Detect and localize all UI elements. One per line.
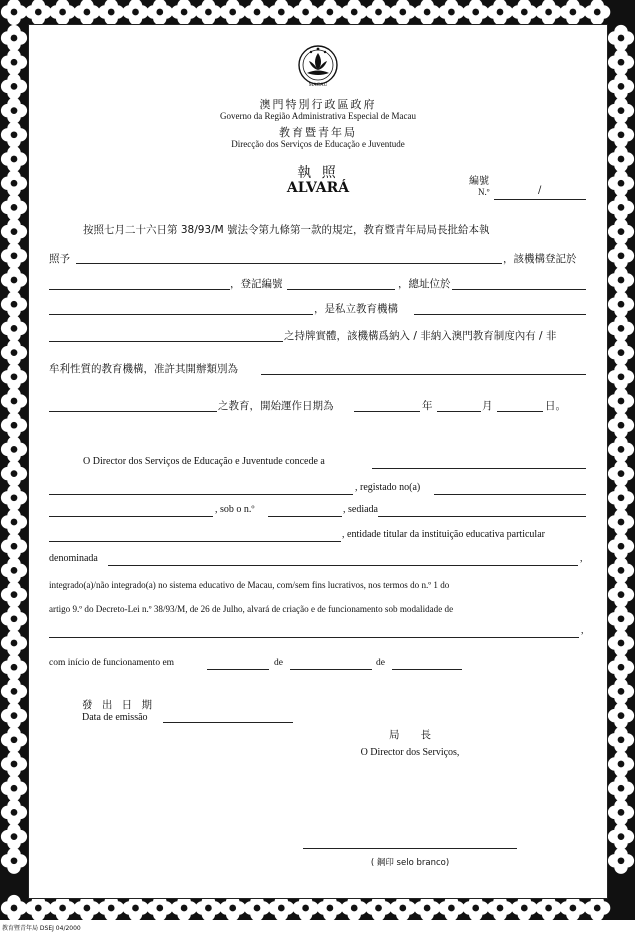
issue-date-field [163, 722, 293, 723]
government-name-pt: Governo da Região Administrativa Especial de Macau [220, 111, 416, 121]
number-field [494, 199, 586, 200]
registry-field-zh [49, 289, 230, 290]
pt-de-label-2: de [376, 658, 385, 668]
modality-field-zh [261, 374, 586, 375]
registry-field-pt [434, 494, 586, 495]
zh-day-label: 日。 [545, 400, 566, 412]
title-zh: 執 照 [297, 165, 339, 181]
registration-number-field-zh [287, 289, 395, 290]
institution-field-zh [414, 314, 586, 315]
pt-line-3-a: , sob o n.º [215, 504, 255, 515]
modality-field-pt [49, 637, 579, 638]
zh-line-2-start: 照予 [49, 253, 70, 265]
director-title-pt: O Director dos Serviços, [360, 747, 460, 758]
pt-line-4: , entidade titular da instituição educativa particular [342, 529, 545, 540]
department-name-zh: 教育暨青年局 [279, 126, 357, 139]
pt-line-8-end: , [581, 625, 584, 636]
number-label-zh: 編號 [469, 176, 489, 187]
issue-date-label-zh: 發 出 日 期 [82, 699, 156, 711]
director-title-zh: 局 長 [389, 729, 431, 741]
start-day-field-pt [207, 669, 269, 670]
pt-line-1: O Director dos Serviços de Educação e Juventude concede a [83, 456, 325, 467]
grantee-field-zh [76, 263, 502, 264]
zh-line-2-end: ，該機構登記於 [503, 253, 577, 265]
education-type-field-zh [49, 411, 217, 412]
department-name-pt: Direcção dos Serviços de Educação e Juventude [231, 139, 405, 149]
zh-line-3-b: ，總址位於 [398, 278, 451, 290]
number-separator: / [538, 185, 542, 196]
title-pt: ALVARÁ [286, 180, 350, 196]
zh-year-label: 年 [422, 400, 433, 412]
pt-line-3-b: , sediada [343, 504, 378, 515]
start-month-field-zh [437, 411, 481, 412]
pt-line-5-end: , [580, 553, 583, 564]
address-field-pt [49, 541, 341, 542]
grantee-field-pt [372, 468, 586, 469]
signature-line [303, 848, 517, 849]
registry-continuation-field-pt [49, 516, 213, 517]
start-day-field-zh [497, 411, 543, 412]
pt-line-2: , registado no(a) [355, 482, 421, 493]
zh-line-7-a: 之教育，開始運作日期為 [218, 400, 334, 412]
pt-line-7: artigo 9.º do Decreto-Lei n.º 38/93/M, de 26 de Julho, alvará de criação e de funcionamento sob modalidade de [49, 604, 454, 614]
start-year-field-pt [392, 669, 462, 670]
government-name-zh: 澳門特別行政區政府 [259, 98, 377, 111]
grantee-continuation-field-pt [49, 494, 353, 495]
headquarters-field-zh [452, 289, 586, 290]
zh-line-4: ，是私立教育機構 [314, 303, 398, 315]
emblem-caption: MACAU [308, 83, 328, 88]
pt-line-6: integrado(a)/não integrado(a) no sistema educativo de Macau, com/sem fins lucrativos, nos termos do n.º 1 do [49, 580, 450, 590]
issue-date-label-pt: Data de emissão [82, 712, 148, 723]
start-month-field-pt [290, 669, 372, 670]
pt-de-label-1: de [274, 658, 283, 668]
number-label-pt: N.º [478, 187, 490, 197]
zh-line-5: 之持牌實體，該機構爲納入 / 非納入澳門教育制度內有 / 非 [284, 330, 557, 342]
address-field-zh [49, 314, 313, 315]
zh-line-1: 按照七月二十六日第 38/93/M 號法令第九條第一款的規定，教育暨青年局局長批給本執 [83, 224, 490, 236]
zh-month-label: 月 [482, 400, 493, 412]
form-code: 教育暨青年局 DSEJ 04/2000 [2, 925, 81, 932]
registration-number-field-pt [268, 516, 342, 517]
zh-line-6: 牟利性質的教育機構，准許其開辦類別為 [49, 363, 238, 375]
seal-label: ( 鋼印 selo branco) [370, 858, 450, 868]
start-year-field-zh [354, 411, 420, 412]
pt-line-5: denominada [49, 553, 98, 564]
zh-line-3-a: ，登記編號 [230, 278, 283, 290]
entity-field-zh [49, 341, 283, 342]
pt-line-9: com início de funcionamento em [49, 658, 175, 668]
institution-name-field-pt [108, 565, 578, 566]
headquarters-field-pt [378, 516, 586, 517]
